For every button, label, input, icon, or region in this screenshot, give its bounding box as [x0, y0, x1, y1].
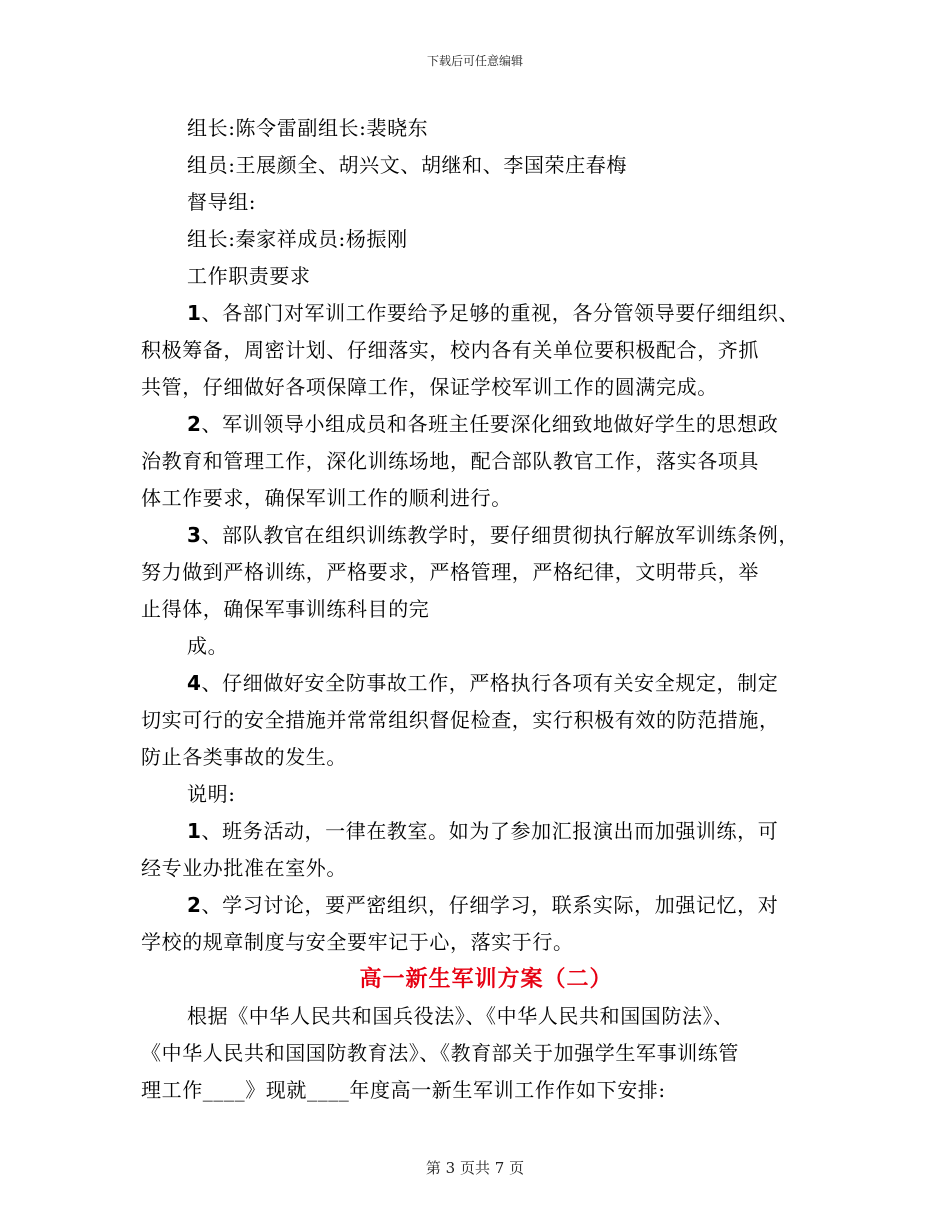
note-1-line-2: 经专业办批准在室外。 [141, 856, 347, 880]
note-2-line-1: 2、学习讨论，要严密组织，仔细学习，联系实际，加强记忆，对 [187, 893, 779, 917]
paragraph-4-line-3: 防止各类事故的发生。 [141, 745, 347, 769]
paragraph-4-number: 4 [187, 671, 202, 695]
paragraph-3-line-4: 成。 [187, 634, 229, 658]
leader-line: 组长:陈令雷副组长:裴晓东 [187, 116, 429, 140]
paragraph-4-line-2: 切实可行的安全措施并常常组织督促检查，实行积极有效的防范措施， [141, 708, 780, 732]
members-line: 组员:王展颜全、胡兴文、胡继和、李国荣庄春梅 [187, 153, 627, 177]
note-2-line-2: 学校的规章制度与安全要牢记于心，落实于行。 [141, 930, 574, 954]
paragraph-3-number: 3 [187, 523, 202, 547]
supervision-group-label: 督导组: [187, 190, 257, 214]
paragraph-2-line-1: 2、军训领导小组成员和各班主任要深化细致地做好学生的思想政 [187, 412, 779, 436]
paragraph-3-line-3: 止得体，确保军事训练科目的完 [141, 597, 430, 621]
paragraph-2-line-2: 治教育和管理工作，深化训练场地，配合部队教官工作，落实各项具 [141, 449, 759, 473]
paragraph-4-line-1: 4、仔细做好安全防事故工作，严格执行各项有关安全规定，制定 [187, 671, 779, 695]
paragraph-2-number: 2 [187, 412, 202, 436]
section-line-3: 理工作____》现就____年度高一新生军训工作作如下安排: [141, 1078, 666, 1102]
paragraph-1-line-1: 1、各部门对军训工作要给予足够的重视，各分管领导要仔细组织、 [187, 301, 799, 325]
paragraph-3-line-1: 3、部队教官在组织训练教学时，要仔细贯彻执行解放军训练条例， [187, 523, 799, 547]
note-1-number: 1 [187, 819, 202, 843]
page-header: 下载后可任意编辑 [426, 54, 523, 68]
paragraph-1-number: 1 [187, 301, 202, 325]
section-line-1: 根据《中华人民共和国兵役法》、《中华人民共和国国防法》、 [187, 1004, 734, 1028]
paragraph-3-line-2: 努力做到严格训练，严格要求，严格管理，严格纪律，文明带兵，举 [141, 560, 759, 584]
section-title: 高一新生军训方案（二） [359, 967, 613, 992]
note-2-number: 2 [187, 893, 202, 917]
page-footer: 第 3 页共 7 页 [425, 1159, 525, 1177]
notes-label: 说明: [187, 782, 236, 806]
duty-requirements-heading: 工作职责要求 [187, 264, 311, 288]
paragraph-2-line-3: 体工作要求，确保军训工作的顺利进行。 [141, 486, 512, 510]
paragraph-1-line-3: 共管，仔细做好各项保障工作，保证学校军训工作的圆满完成。 [141, 375, 718, 399]
document-body [141, 110, 831, 1109]
section-line-2: 《中华人民共和国国防教育法》、《教育部关于加强学生军事训练管 [141, 1041, 739, 1065]
paragraph-1-line-2: 积极筹备，周密计划、仔细落实，校内各有关单位要积极配合，齐抓 [141, 338, 759, 362]
note-1-line-1: 1、班务活动，一律在教室。如为了参加汇报演出而加强训练，可 [187, 819, 779, 843]
supervision-leader-line: 组长:秦家祥成员:杨振刚 [187, 227, 408, 251]
